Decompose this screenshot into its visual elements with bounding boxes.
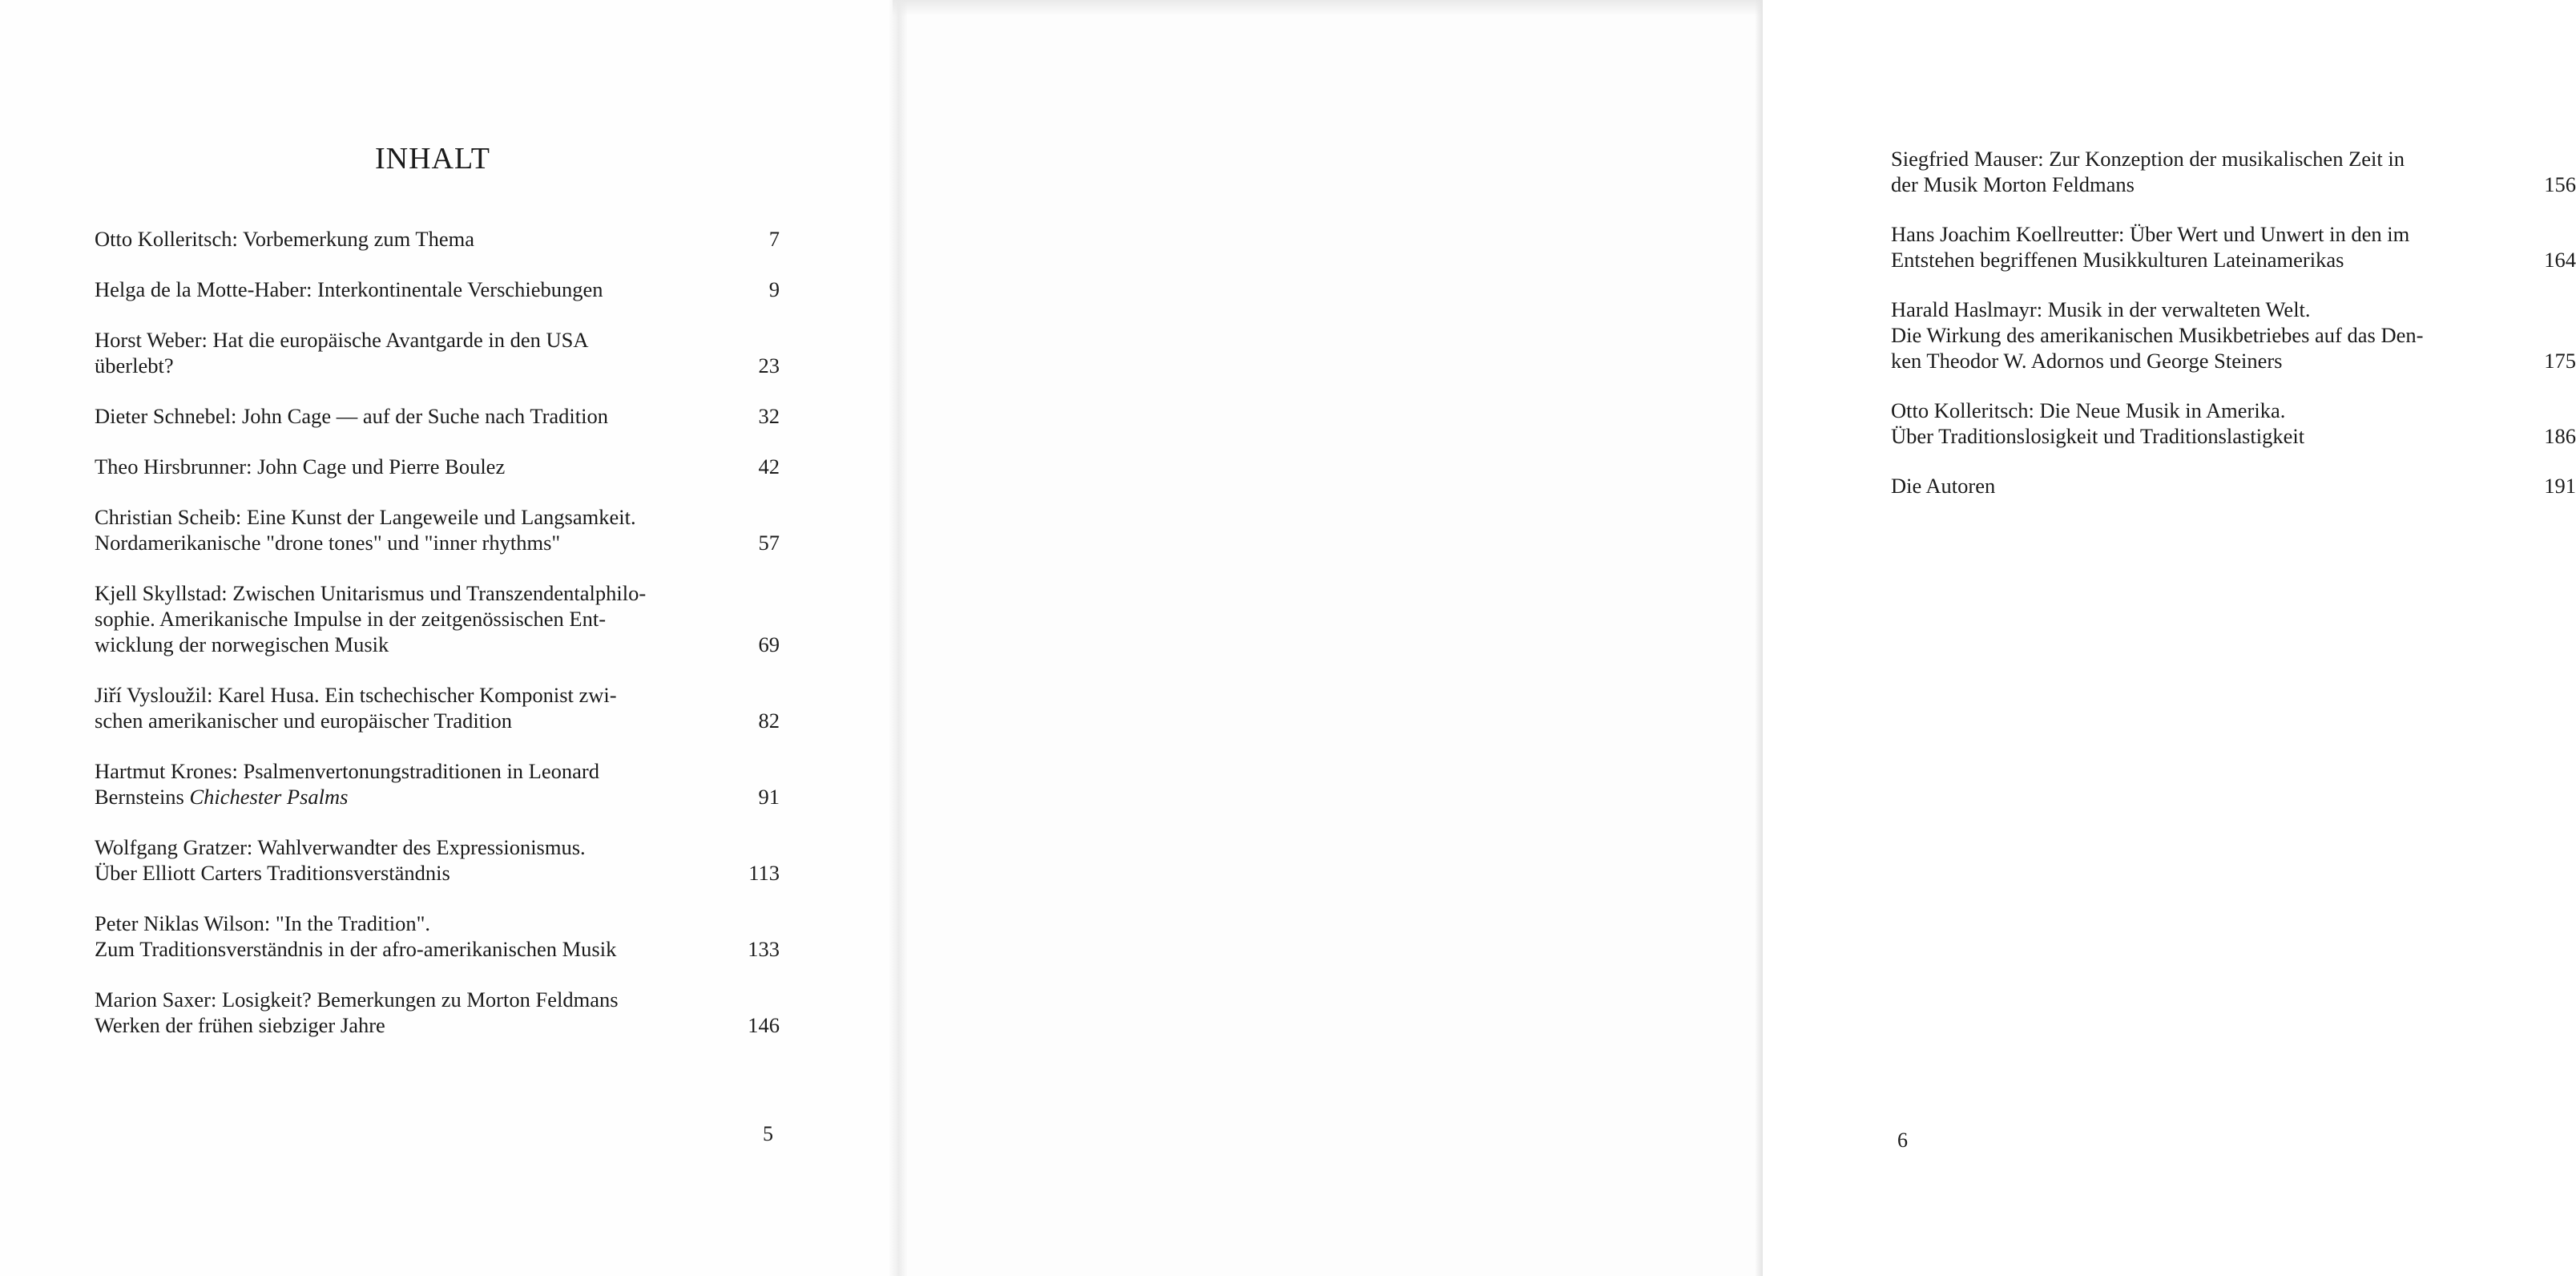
toc-entry-page-number: 57 [758, 531, 780, 555]
toc-entry-page-number: 23 [758, 353, 780, 378]
toc-heading: INHALT [375, 142, 490, 176]
work-title-italic: Chichester Psalms [189, 785, 349, 809]
toc-entry [1891, 473, 2576, 499]
toc-entry-line: Über Elliott Carters Traditionsverständnis [95, 861, 450, 885]
toc-entry-page-number: 42 [758, 454, 780, 478]
toc-entry [1891, 297, 2576, 374]
toc-entry-line: Peter Niklas Wilson: "In the Tradition". [95, 911, 431, 935]
right-page [897, 0, 2576, 1276]
toc-entry-title [95, 327, 679, 378]
book-gutter [888, 0, 907, 1276]
toc-entry-page-number: 113 [748, 861, 780, 885]
toc-entry [95, 327, 780, 378]
toc-entry-line: Über Traditionslosigkeit und Traditionslastigkeit [1891, 424, 2305, 448]
toc-entry-title [95, 911, 679, 962]
toc-entry-line: Otto Kolleritsch: Vorbemerkung zum Thema [95, 227, 474, 251]
left-page [0, 0, 897, 1276]
toc-entry [95, 403, 780, 429]
toc-entry-line: ken Theodor W. Adornos und George Steiners [1891, 349, 2283, 373]
toc-entry-page-number: 156 [2544, 172, 2576, 196]
toc-entry-page-number: 7 [768, 227, 780, 251]
toc-entry-line: Christian Scheib: Eine Kunst der Langeweile und Langsamkeit. [95, 505, 636, 529]
toc-entry-page-number: 82 [758, 709, 780, 733]
page-edge-shadow [893, 0, 1763, 16]
toc-entry [95, 580, 780, 657]
toc-entry-line: Die Autoren [1891, 474, 1996, 498]
toc-entry-page-number: 91 [758, 785, 780, 809]
toc-entry-line: Harald Haslmayr: Musik in der verwalteten Welt. [1891, 297, 2311, 321]
toc-entry-page-number: 9 [768, 277, 780, 301]
toc-entry-line: Kjell Skyllstad: Zwischen Unitarismus und Transzendentalphilo- [95, 581, 647, 605]
toc-entry-title [95, 834, 679, 886]
toc-entry-line: Theo Hirsbrunner: John Cage und Pierre Boulez [95, 454, 506, 478]
toc-entry [1891, 398, 2576, 449]
toc-entry-title [1891, 146, 2476, 197]
toc-entry-line: Horst Weber: Hat die europäische Avantgarde in den USA [95, 328, 589, 352]
toc-entry-line: Bernsteins Chichester Psalms [95, 785, 349, 809]
toc-entry-title [1891, 398, 2476, 449]
toc-entry-line: Otto Kolleritsch: Die Neue Musik in Amerika. [1891, 398, 2286, 422]
toc-entry [95, 504, 780, 555]
toc-entry-line: Siegfried Mauser: Zur Konzeption der musikalischen Zeit in [1891, 147, 2405, 171]
toc-entry-title [1891, 473, 2476, 499]
toc-entry-title [95, 403, 679, 429]
toc-entry [1891, 221, 2576, 273]
toc-entry-title [95, 987, 679, 1038]
toc-entry [1891, 146, 2576, 197]
toc-entry-line: wicklung der norwegischen Musik [95, 632, 389, 656]
toc-entry [95, 277, 780, 302]
toc-entry-line: Die Wirkung des amerikanischen Musikbetriebes auf das Den- [1891, 323, 2424, 347]
toc-entry [95, 987, 780, 1038]
toc-entry-line: Hartmut Krones: Psalmenvertonungstraditionen in Leonard [95, 759, 599, 783]
toc-entry [95, 911, 780, 962]
page-number-right: 6 [1897, 1129, 1908, 1152]
toc-list-left [95, 226, 780, 1063]
toc-entry-title [95, 226, 679, 252]
toc-entry-line: Entstehen begriffenen Musikkulturen Lateinamerikas [1891, 248, 2344, 272]
toc-entry-title [95, 580, 679, 657]
toc-entry-line: Wolfgang Gratzer: Wahlverwandter des Expressionismus. [95, 835, 586, 859]
toc-entry-line: Werken der frühen siebziger Jahre [95, 1013, 385, 1037]
toc-entry-line: Dieter Schnebel: John Cage — auf der Suche nach Tradition [95, 404, 609, 428]
toc-list-right [1891, 146, 2576, 523]
toc-entry-page-number: 186 [2544, 424, 2576, 448]
toc-entry-title [95, 504, 679, 555]
toc-entry [95, 758, 780, 810]
toc-entry-page-number: 164 [2544, 248, 2576, 272]
page-edge-shadow-right [1755, 0, 1763, 1276]
toc-entry [95, 834, 780, 886]
toc-entry-title [95, 277, 679, 302]
toc-entry-line: der Musik Morton Feldmans [1891, 172, 2135, 196]
toc-entry-page-number: 32 [758, 404, 780, 428]
toc-entry-title [95, 758, 679, 810]
toc-entry-line: Nordamerikanische "drone tones" und "inner rhythms" [95, 531, 561, 555]
toc-entry-title [1891, 297, 2476, 374]
toc-entry-line: sophie. Amerikanische Impulse in der zeitgenössischen Ent- [95, 607, 607, 631]
toc-entry-page-number: 191 [2544, 474, 2576, 498]
toc-entry-page-number: 175 [2544, 349, 2576, 373]
toc-entry [95, 226, 780, 252]
toc-entry-page-number: 133 [748, 937, 780, 961]
page-number-left: 5 [763, 1122, 773, 1145]
toc-entry-page-number: 69 [758, 632, 780, 656]
toc-entry-line: Helga de la Motte-Haber: Interkontinentale Verschiebungen [95, 277, 603, 301]
toc-entry-line: überlebt? [95, 353, 174, 378]
toc-entry-line: Hans Joachim Koellreutter: Über Wert und Unwert in den im [1891, 222, 2410, 246]
toc-entry-title [95, 682, 679, 733]
toc-entry-line: Jiří Vysloužil: Karel Husa. Ein tschechischer Komponist zwi- [95, 683, 617, 707]
toc-entry-line: schen amerikanischer und europäischer Tradition [95, 709, 513, 733]
toc-entry [95, 454, 780, 479]
toc-entry-title [95, 454, 679, 479]
toc-entry-line: Zum Traditionsverständnis in der afro-amerikanischen Musik [95, 937, 617, 961]
toc-entry [95, 682, 780, 733]
toc-entry-title [1891, 221, 2476, 273]
toc-entry-page-number: 146 [748, 1013, 780, 1037]
toc-entry-line: Marion Saxer: Losigkeit? Bemerkungen zu Morton Feldmans [95, 987, 619, 1012]
